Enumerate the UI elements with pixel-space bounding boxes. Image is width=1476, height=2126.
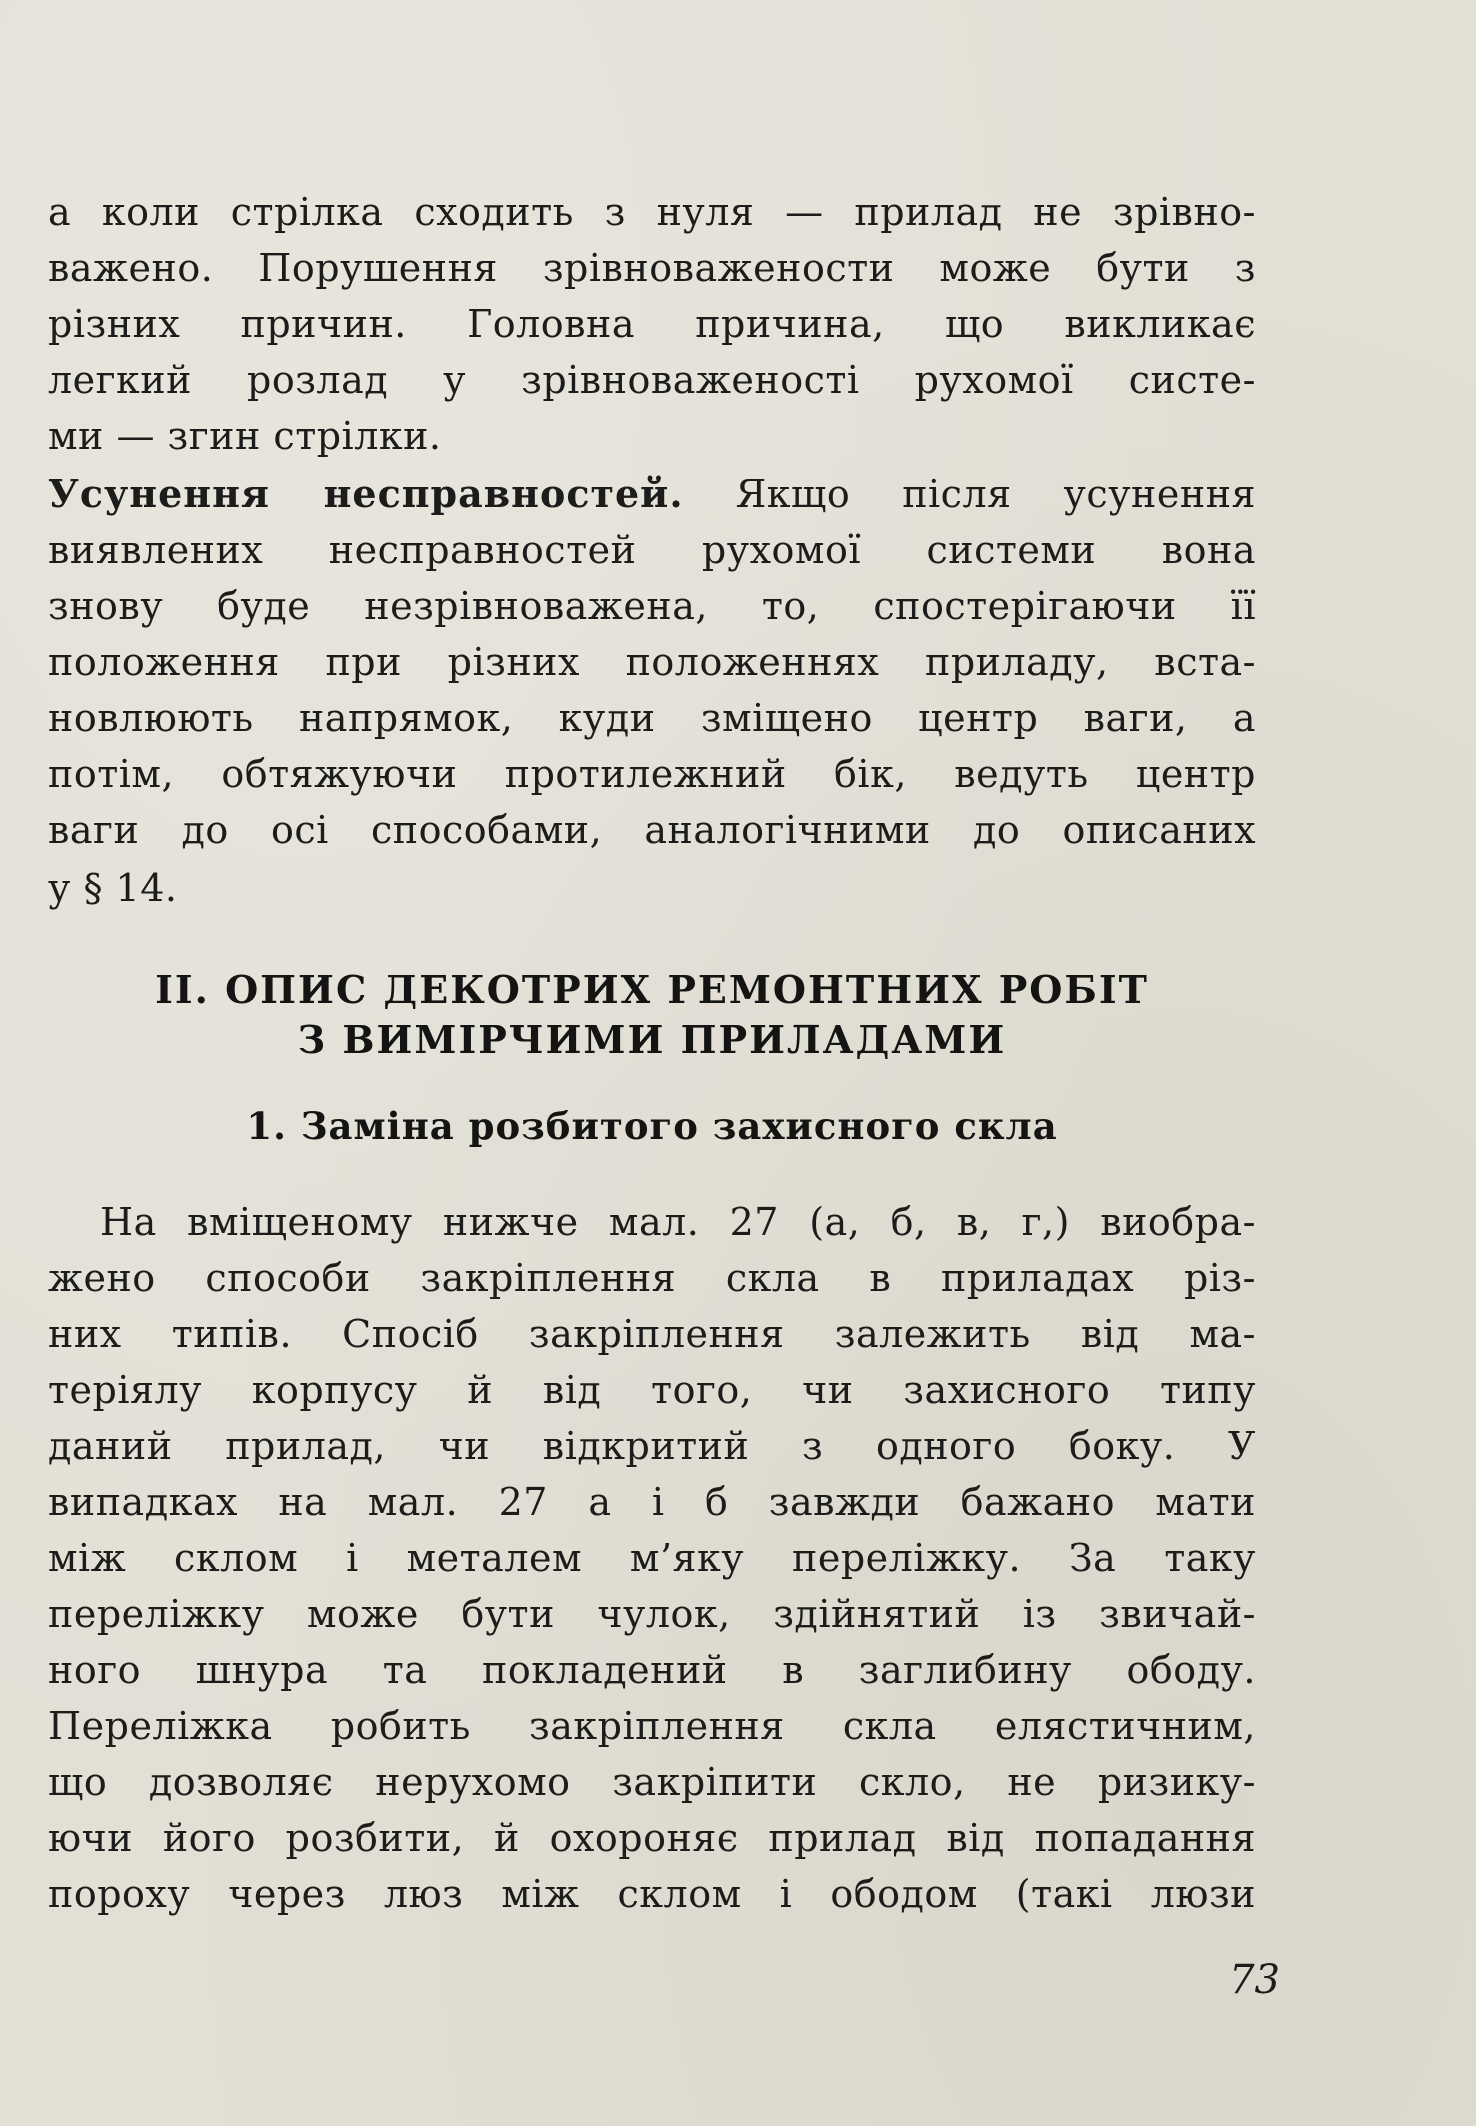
text-line: у § 14.	[48, 866, 178, 910]
text-line: даний прилад, чи відкритий з одного боку. У	[48, 1424, 1256, 1468]
text-line: між склом і металем м’яку переліжку. За таку	[48, 1536, 1256, 1580]
text-line: випадках на мал. 27 а і б завжди бажано мати	[48, 1480, 1256, 1524]
text-line: переліжку може бути чулок, здійнятий із звичай-	[48, 1592, 1256, 1636]
text-line: легкий розлад у зрівноваженості рухомої систе-	[48, 358, 1256, 402]
text-line: що дозволяє нерухомо закріпити скло, не ризику-	[48, 1760, 1256, 1804]
section-title: II. ОПИС ДЕКОТРИХ РЕМОНТНИХ РОБІТ	[155, 967, 1149, 1012]
text-line: важено. Порушення зрівноважености може бути з	[48, 246, 1256, 290]
text-line: виявлених несправностей рухомої системи вона	[48, 528, 1256, 572]
paragraph-lead: Усунення несправностей.	[48, 471, 684, 516]
text-line: різних причин. Головна причина, що викликає	[48, 302, 1256, 346]
text-line-with-lead	[48, 464, 1256, 524]
text-line: Переліжка робить закріплення скла елястичним,	[48, 1704, 1256, 1748]
text-line: потім, обтяжуючи протилежний бік, ведуть центр	[48, 752, 1256, 796]
page-number: 73	[1229, 1957, 1280, 2003]
text-line: пороху через люз між склом і ободом (такі люзи	[48, 1872, 1256, 1916]
text-line: теріялу корпусу й від того, чи захисного типу	[48, 1368, 1256, 1412]
text-line: ми — згин стрілки.	[48, 414, 442, 458]
subsection-title: 1. Заміна розбитого захисного скла	[246, 1104, 1058, 1148]
text-line: ного шнура та покладений в заглибину ободу.	[48, 1648, 1256, 1692]
text-line: ючи його розбити, й охороняє прилад від попадання	[48, 1816, 1256, 1860]
text-line: новлюють напрямок, куди зміщено центр ваги, а	[48, 696, 1256, 740]
text-line: положення при різних положеннях приладу, вста-	[48, 640, 1256, 684]
section-title-line2: З ВИМІРЧИМИ ПРИЛАДАМИ	[297, 1017, 1007, 1062]
text-line: ваги до осі способами, аналогічними до описаних	[48, 808, 1256, 852]
text-line: знову буде незрівноважена, то, спостерігаючи її	[48, 584, 1256, 628]
text-line: жено способи закріплення скла в приладах різ-	[48, 1256, 1256, 1300]
text-line: а коли стрілка сходить з нуля — прилад не зрівно-	[48, 190, 1256, 234]
text-line: На вміщеному нижче мал. 27 (а, б, в, г,) виобра-	[100, 1200, 1256, 1244]
text-span: Якщо після усунення	[683, 472, 1256, 516]
text-line: них типів. Спосіб закріплення залежить від ма-	[48, 1312, 1256, 1356]
